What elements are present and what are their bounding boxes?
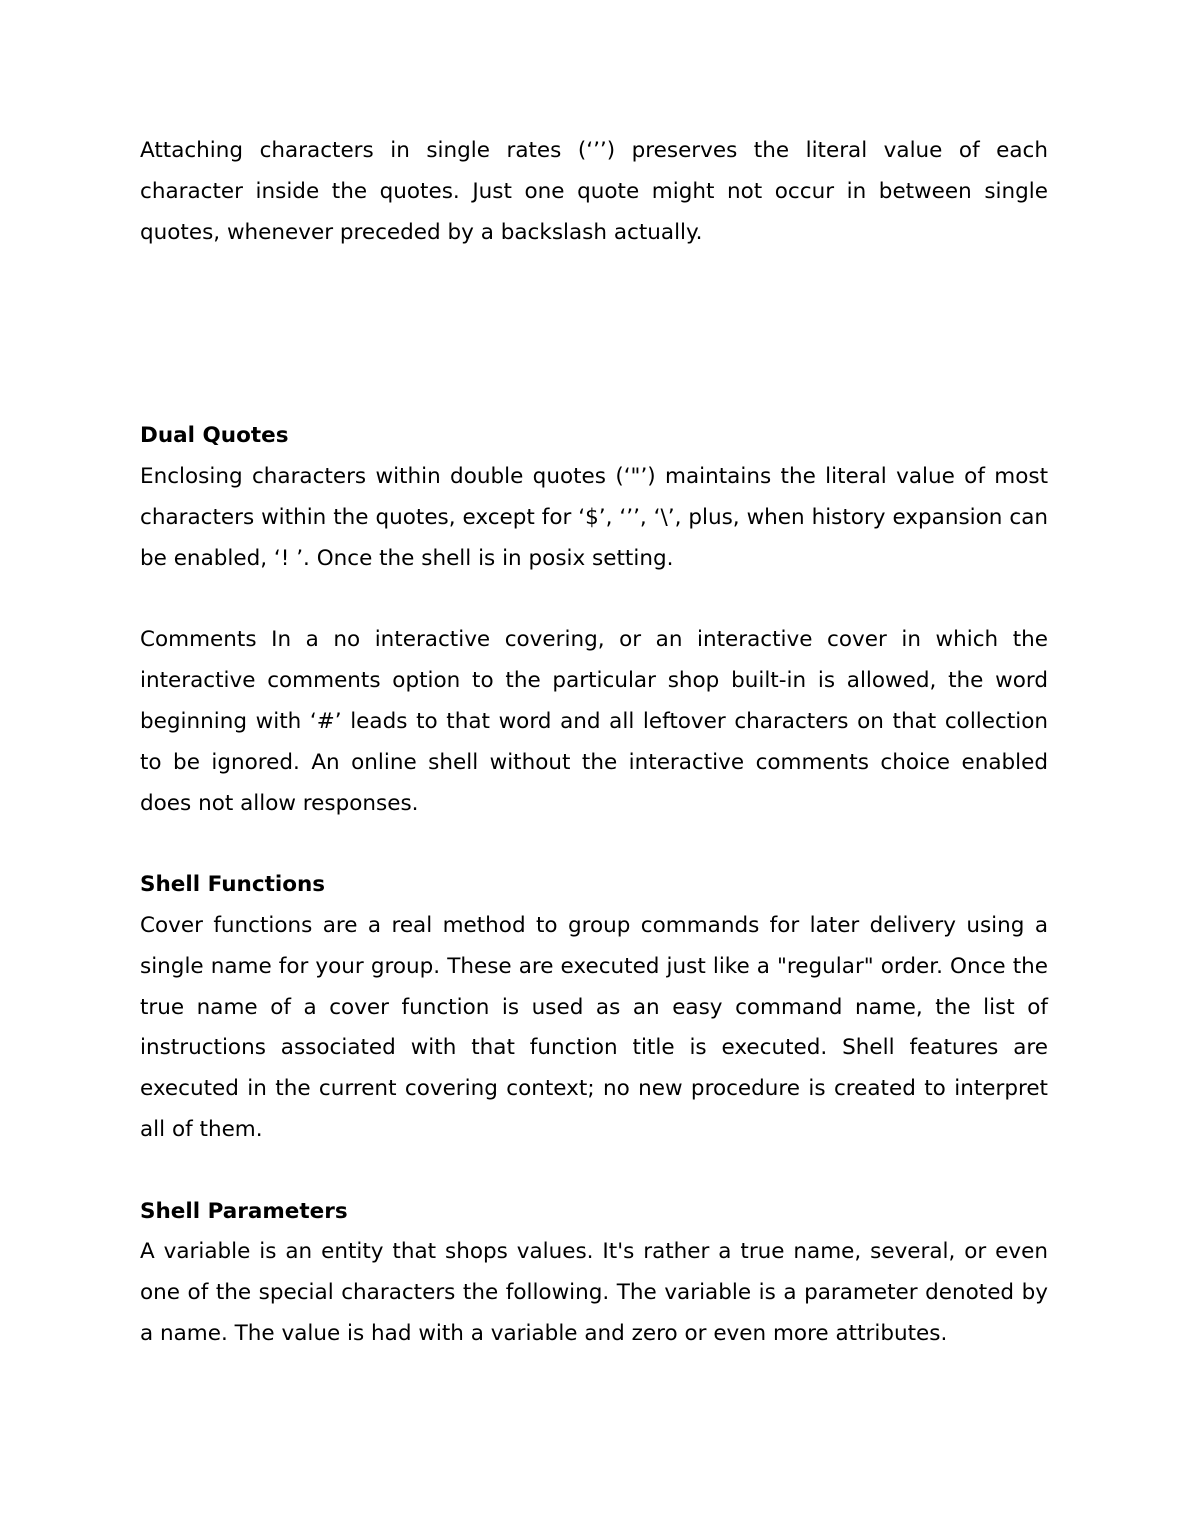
shell-functions-heading: Shell Functions [140, 872, 326, 898]
intro-paragraph: Attaching characters in single rates (‘’’) preserves the literal value of each character inside the quotes. Just one quote might not occur in between single quotes, whenever preceded by a backslash actually. [140, 138, 1048, 245]
dual-quotes-paragraph: Enclosing characters within double quotes (‘"’) maintains the literal value of most characters within the quotes, except for ‘$’, ‘’’, ‘\’, plus, when history expansion can be enabled, ‘! ’. Once the shell is in posix setting. [140, 464, 1048, 571]
shell-functions-paragraph: Cover functions are a real method to group commands for later delivery using a single name for your group. These are executed just like a "regular" order. Once the true name of a cover function is used as an easy command name, the list of instructions associated with that function title is executed. Shell features are executed in the current covering context; no new procedure is created to interpret all of them. [140, 912, 1048, 1142]
section-spacer [140, 1151, 1048, 1192]
shell-parameters-paragraph: A variable is an entity that shops values. It's rather a true name, several, or even one of the special characters the following. The variable is a parameter denoted by a name. The value is had with a variable and zero or even more attributes. [140, 1239, 1048, 1346]
section-spacer [140, 580, 1048, 621]
section-spacer [140, 253, 1048, 416]
section-spacer [140, 824, 1048, 865]
document-page [140, 131, 1048, 1355]
comments-paragraph: Comments In a no interactive covering, or an interactive cover in which the interactive comments option to the particular shop built-in is allowed, the word beginning with ‘#’ leads to that word and all leftover characters on that collection to be ignored. An online shell without the interactive comments choice enabled does not allow responses. [140, 627, 1048, 816]
shell-parameters-heading: Shell Parameters [140, 1198, 348, 1224]
dual-quotes-heading: Dual Quotes [140, 423, 289, 449]
